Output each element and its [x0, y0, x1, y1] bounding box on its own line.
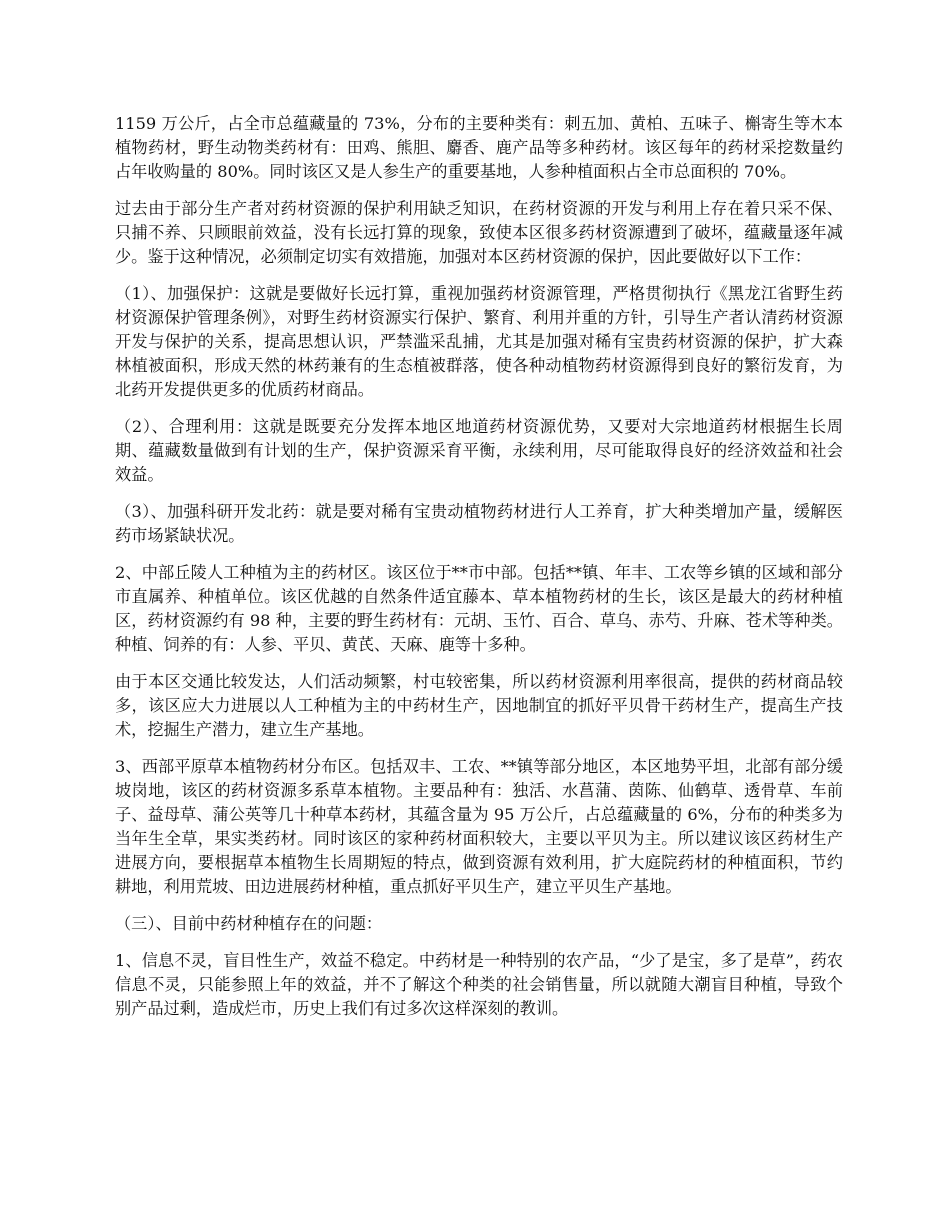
paragraph-western-plain-region: 3、西部平原草本植物药材分布区。包括双丰、工农、**镇等部分地区，本区地势平坦，北部有部分缓坡岗地，该区的药材资源多系草本植物。主要品种有：独活、水菖蒲、茵陈、仙鹤草、透骨草、车前子、益母草、蒲公英等几十种草本药材，其蕴含量为 95 万公斤，占总蕴藏量的 6%，分布的种类多为当年生全草，果实类药材。同时该区的家种药材面积较大，主要以平贝为主。所以建议该区药材生产进展方向，要根据草本植物生长周期短的特点，做到资源有效利用，扩大庭院药材的种植面积，节约耕地，利用荒坡、田边进展药材种植，重点抓好平贝生产，建立平贝生产基地。 [115, 757, 843, 896]
paragraph-research-development: （3）、加强科研开发北药：就是要对稀有宝贵动植物药材进行人工养育，扩大种类增加产量，缓解医药市场紧缺状况。 [115, 502, 843, 545]
paragraph-problem-information: 1、信息不灵，盲目性生产，效益不稳定。中药材是一种特别的农产品，“少了是宝，多了是草”，药农信息不灵，只能参照上年的效益，并不了解这个种类的社会销售量，所以就随大潮盲目种植，导致个别产品过剩，造成烂市，历史上我们有过多次这样深刻的教训。 [115, 951, 843, 1018]
section-heading-current-problems: （三）、目前中药材种植存在的问题： [115, 914, 383, 933]
paragraph-rational-use: （2）、合理利用：这就是既要充分发挥本地区地道药材资源优势，又要对大宗地道药材根据生长周期、蕴藏数量做到有计划的生产，保护资源采育平衡，永续利用，尽可能取得良好的经济效益和社会效益。 [115, 417, 843, 484]
paragraph-central-hills-region: 2、中部丘陵人工种植为主的药材区。该区位于**市中部。包括**镇、年丰、工农等乡镇的区域和部分市直属养、种植单位。该区优越的自然条件适宜藤本、草本植物药材的生长，该区是最大的药材种植区，药材资源约有 98 种，主要的野生药材有：元胡、玉竹、百合、草乌、赤芍、升麻、苍术等种类。种植、饲养的有：人参、平贝、黄芪、天麻、鹿等十多种。 [115, 563, 843, 654]
paragraph-protection-background: 过去由于部分生产者对药材资源的保护利用缺乏知识，在药材资源的开发与利用上存在着只采不保、只捕不养、只顾眼前效益，没有长远打算的现象，致使本区很多药材资源遭到了破坏，蕴藏量逐年减少。鉴于这种情况，必须制定切实有效措施，加强对本区药材资源的保护，因此要做好以下工作： [115, 199, 843, 266]
paragraph-central-region-advice: 由于本区交通比较发达，人们活动频繁，村屯较密集，所以药材资源利用率很高，提供的药材商品较多，该区应大力进展以人工种植为主的中药材生产，因地制宜的抓好平贝骨干药材生产，提高生产技术，挖掘生产潜力，建立生产基地。 [115, 672, 843, 739]
document-body [115, 112, 843, 1034]
paragraph-strengthen-protection: （1）、加强保护：这就是要做好长远打算，重视加强药材资源管理，严格贯彻执行《黑龙江省野生药材资源保护管理条例》，对野生药材资源实行保护、繁育、利用并重的方针，引导生产者认清药材资源开发与保护的关系，提高思想认识，严禁滥采乱捕，尤其是加强对稀有宝贵药材资源的保护，扩大森林植被面积，形成天然的林药兼有的生态植被群落，使各种动植物药材资源得到良好的繁衍发育，为北药开发提供更多的优质药材商品。 [115, 284, 843, 399]
paragraph-reserves-summary: 1159 万公斤，占全市总蕴藏量的 73%，分布的主要种类有：刺五加、黄柏、五味子、槲寄生等木本植物药材，野生动物类药材有：田鸡、熊胆、麝香、鹿产品等多种药材。该区每年的药材采挖数量约占年收购量的 80%。同时该区又是人参生产的重要基地，人参种植面积占全市总面积的 70%。 [115, 114, 843, 181]
